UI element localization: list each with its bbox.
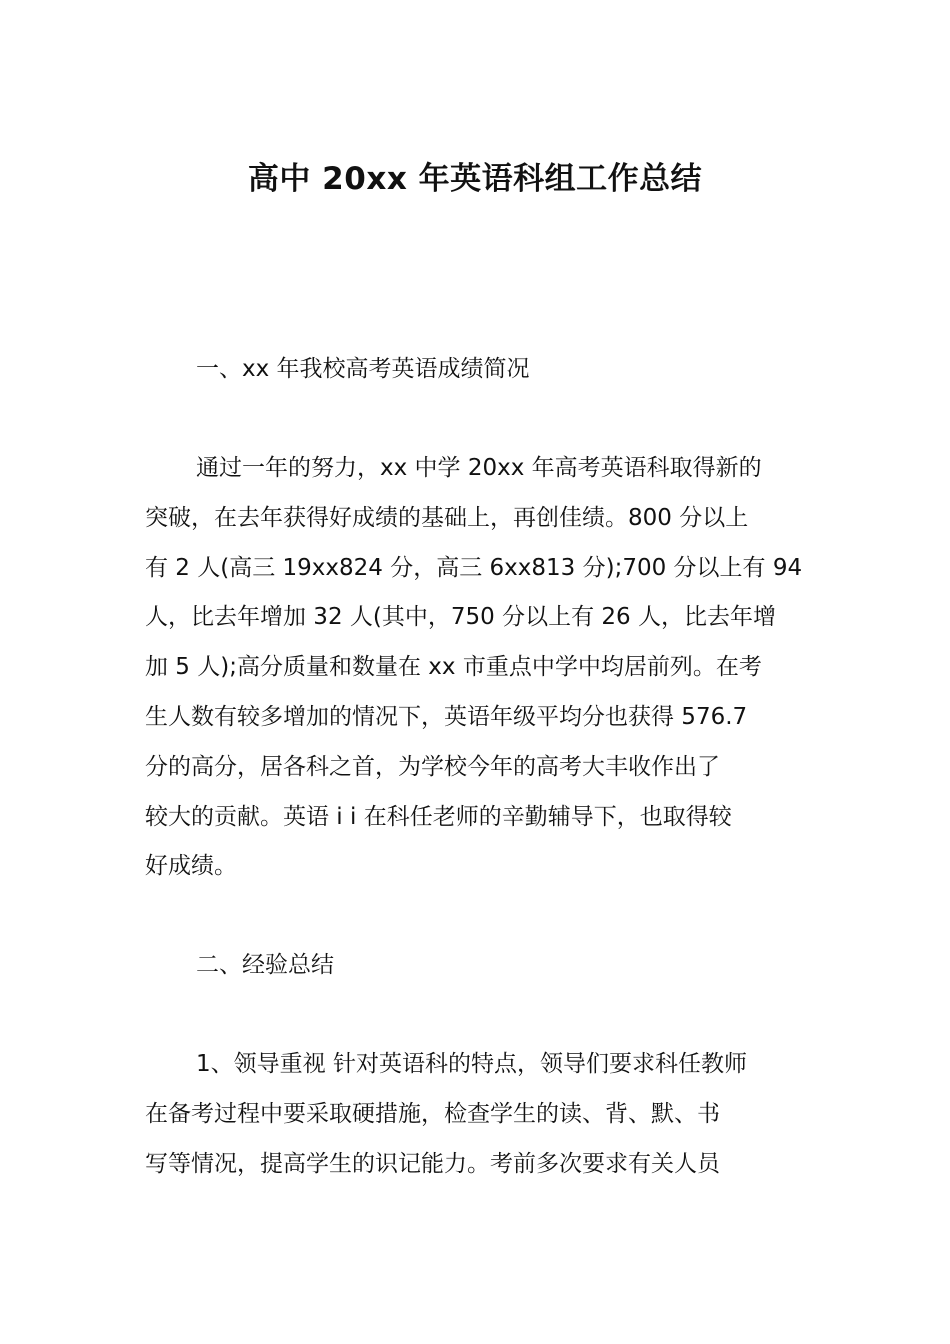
paragraph-1-line: 分的高分，居各科之首，为学校今年的高考大丰收作出了 (145, 753, 720, 780)
paragraph-1-line: 较大的贡献。英语 i i 在科任老师的辛勤辅导下，也取得较 (145, 803, 732, 830)
paragraph-1-line: 有 2 人(高三 19xx824 分，高三 6xx813 分);700 分以上有 94 (145, 554, 803, 581)
paragraph-2-line: 写等情况，提高学生的识记能力。考前多次要求有关人员 (145, 1150, 720, 1177)
document-title: 高中 20xx 年英语科组工作总结 (247, 161, 703, 197)
paragraph-2 (145, 1040, 809, 1189)
paragraph-1-line: 通过一年的努力，xx 中学 20xx 年高考英语科取得新的 (196, 455, 762, 481)
paragraph-1 (145, 444, 809, 892)
paragraph-1-line: 人，比去年增加 32 人(其中，750 分以上有 26 人，比去年增 (145, 604, 776, 631)
paragraph-1-line: 突破，在去年获得好成绩的基础上，再创佳绩。800 分以上 (145, 504, 749, 531)
paragraph-1-line: 生人数有较多增加的情况下，英语年级平均分也获得 576.7 (145, 703, 748, 730)
section-heading-2: 二、经验总结 (196, 952, 334, 978)
section-heading-1: 一、xx 年我校高考英语成绩简况 (196, 356, 530, 382)
paragraph-2-line: 在备考过程中要采取硬措施，检查学生的读、背、默、书 (145, 1100, 720, 1127)
paragraph-2-line: 1、领导重视 针对英语科的特点，领导们要求科任教师 (196, 1051, 747, 1077)
paragraph-1-line: 加 5 人);高分质量和数量在 xx 市重点中学中均居前列。在考 (145, 654, 762, 681)
paragraph-1-line: 好成绩。 (145, 853, 237, 880)
